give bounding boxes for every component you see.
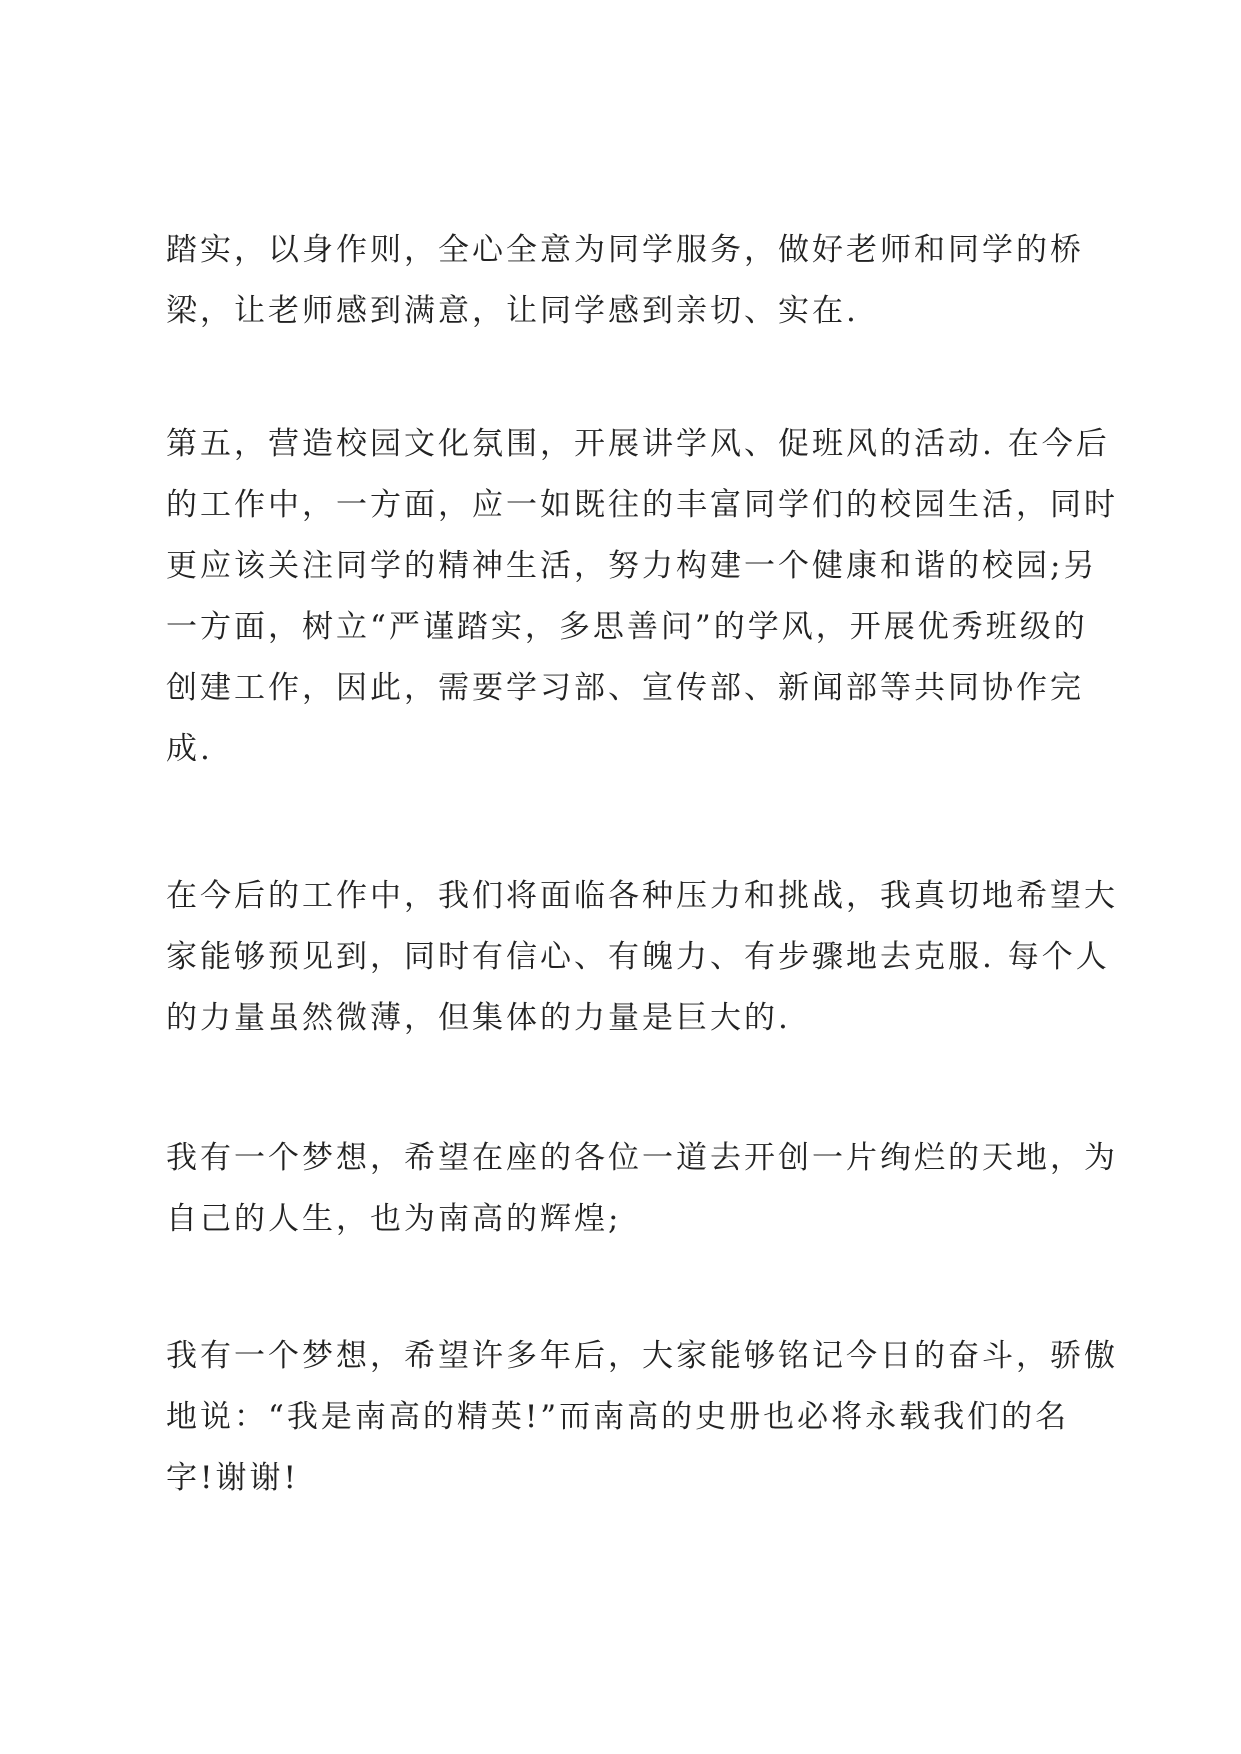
paragraph-line: 地说：“我是南高的精英!”而南高的史册也必将永载我们的名 xyxy=(166,1399,1070,1435)
paragraph-line: 我有一个梦想，希望在座的各位一道去开创一片绚烂的天地，为 xyxy=(166,1140,1118,1176)
paragraph-line: 自己的人生，也为南高的辉煌; xyxy=(166,1201,622,1237)
paragraph-line: 的力量虽然微薄，但集体的力量是巨大的. xyxy=(166,1000,791,1036)
paragraph-line: 成. xyxy=(166,731,213,767)
paragraph-1 xyxy=(166,220,1090,342)
paragraph-line: 更应该关注同学的精神生活，努力构建一个健康和谐的校园;另 xyxy=(166,548,1098,584)
paragraph-line: 第五，营造校园文化氛围，开展讲学风、促班风的活动. 在今后 xyxy=(166,426,1110,462)
paragraph-line: 我有一个梦想，希望许多年后，大家能够铭记今日的奋斗，骄傲 xyxy=(166,1338,1118,1374)
paragraph-line: 在今后的工作中，我们将面临各种压力和挑战，我真切地希望大 xyxy=(166,878,1118,914)
paragraph-line: 一方面，树立“严谨踏实，多思善问”的学风，开展优秀班级的 xyxy=(166,609,1088,645)
paragraph-line: 创建工作，因此，需要学习部、宣传部、新闻部等共同协作完 xyxy=(166,670,1084,706)
paragraph-4 xyxy=(166,1128,1118,1250)
paragraph-line: 踏实，以身作则，全心全意为同学服务，做好老师和同学的桥 xyxy=(166,232,1084,268)
paragraph-3 xyxy=(166,866,1118,1049)
paragraph-line: 家能够预见到，同时有信心、有魄力、有步骤地去克服. 每个人 xyxy=(166,939,1110,975)
paragraph-line: 梁，让老师感到满意，让同学感到亲切、实在. xyxy=(166,293,859,329)
paragraph-line: 的工作中，一方面，应一如既往的丰富同学们的校园生活，同时 xyxy=(166,487,1118,523)
paragraph-2 xyxy=(166,414,1118,780)
paragraph-line: 字!谢谢! xyxy=(166,1460,299,1496)
paragraph-5 xyxy=(166,1326,1118,1509)
